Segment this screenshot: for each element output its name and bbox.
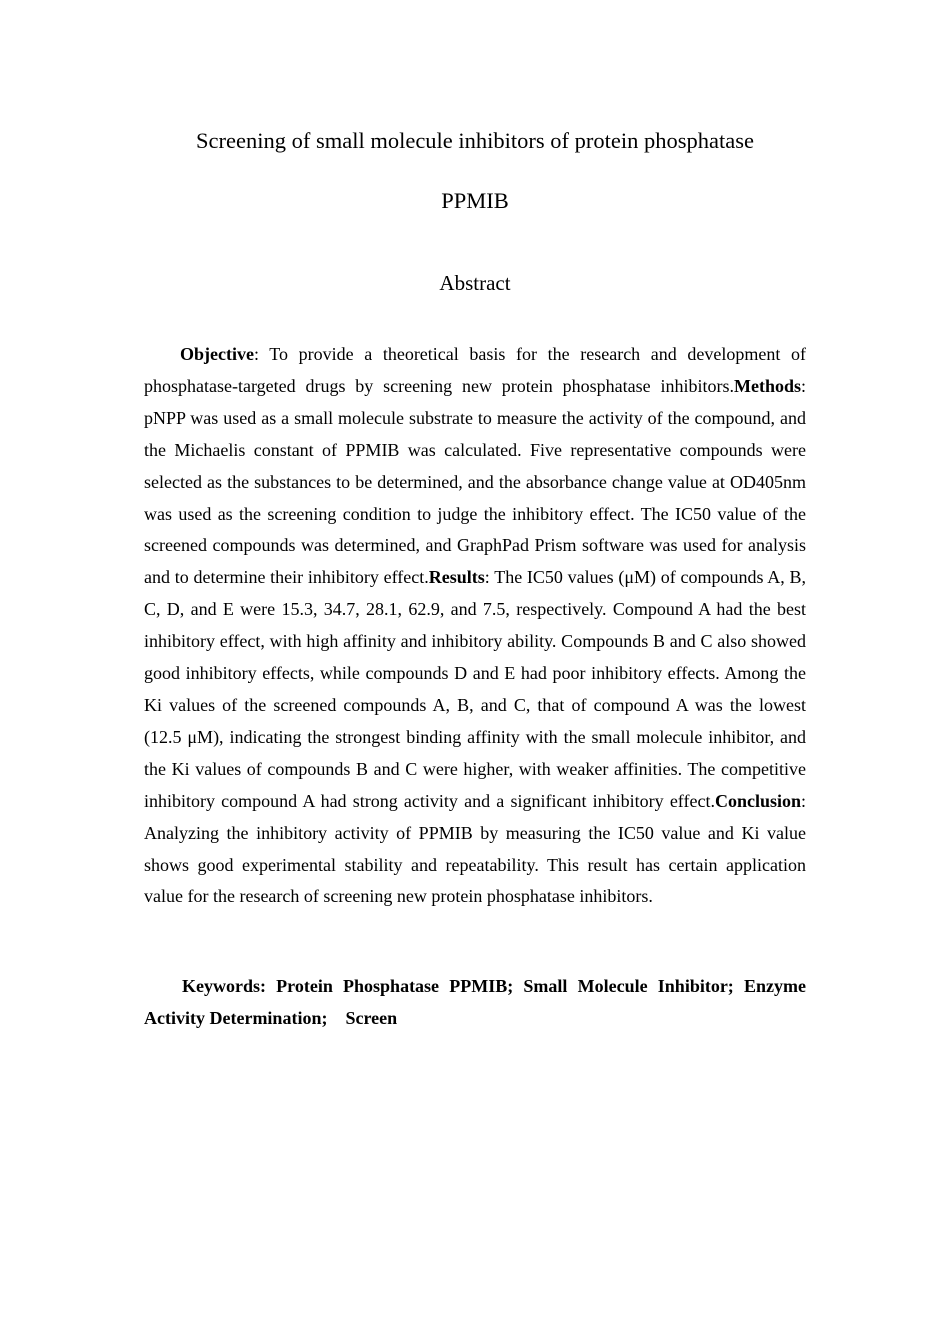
objective-text: : To provide a theoretical basis for the research and development of phosphatase-targeted drugs by screening new protein phosphatase inhibitors.	[144, 344, 806, 396]
conclusion-text: : Analyzing the inhibitory activity of PPMIB by measuring the IC50 value and Ki value shows good experimental stability and repeatability. This result has certain application value for the research of screening new protein phosphatase inhibitors.	[144, 790, 806, 907]
objective-label: Objective	[180, 344, 254, 364]
methods-label: Methods	[733, 375, 801, 396]
keywords-paragraph	[144, 970, 806, 1034]
methods-text: : pNPP was used as a small molecule substrate to measure the activity of the compound, and the Michaelis constant of PPMIB was calculated. Five representative compounds were selected as the substances to be determined, and the absorbance change value at OD405nm was used as the screening condition to judge the inhibitory effect. The IC50 value of the screened compounds was determined, and GraphPad Prism software was used for analysis and to determine their inhibitory effect.	[144, 375, 806, 588]
results-text: : The IC50 values (μM) of compounds A, B, C, D, and E were 15.3, 34.7, 28.1, 62.9, and 7.5, respectively. Compound A had the best inhibitory effect, with high affinity and inhibitory ability. Compounds B and C also showed good inhibitory effects, while compounds D and E had poor inhibitory effects. Among the Ki values of the screened compounds A, B, and C, that of compound A was the lowest (12.5 μM), indicating the strongest binding affinity with the small molecule inhibitor, and the Ki values of compounds B and C were higher, with weaker affinities. The competitive inhibitory compound A had strong activity and a significant inhibitory effect.	[144, 567, 806, 811]
paper-title-line-2: PPMIB	[441, 188, 509, 213]
keywords-last-term: Screen	[345, 1008, 398, 1028]
abstract-heading: Abstract	[439, 271, 511, 295]
keywords-text: Keywords: Protein Phosphatase PPMIB; Small Molecule Inhibitor; Enzyme Activity Determination;	[144, 976, 806, 1028]
conclusion-label: Conclusion	[714, 790, 801, 811]
results-label: Results	[428, 567, 485, 588]
abstract-paragraph	[144, 339, 806, 913]
paper-title-line-1: Screening of small molecule inhibitors of protein phosphatase	[196, 128, 754, 153]
paper-title	[144, 111, 806, 231]
